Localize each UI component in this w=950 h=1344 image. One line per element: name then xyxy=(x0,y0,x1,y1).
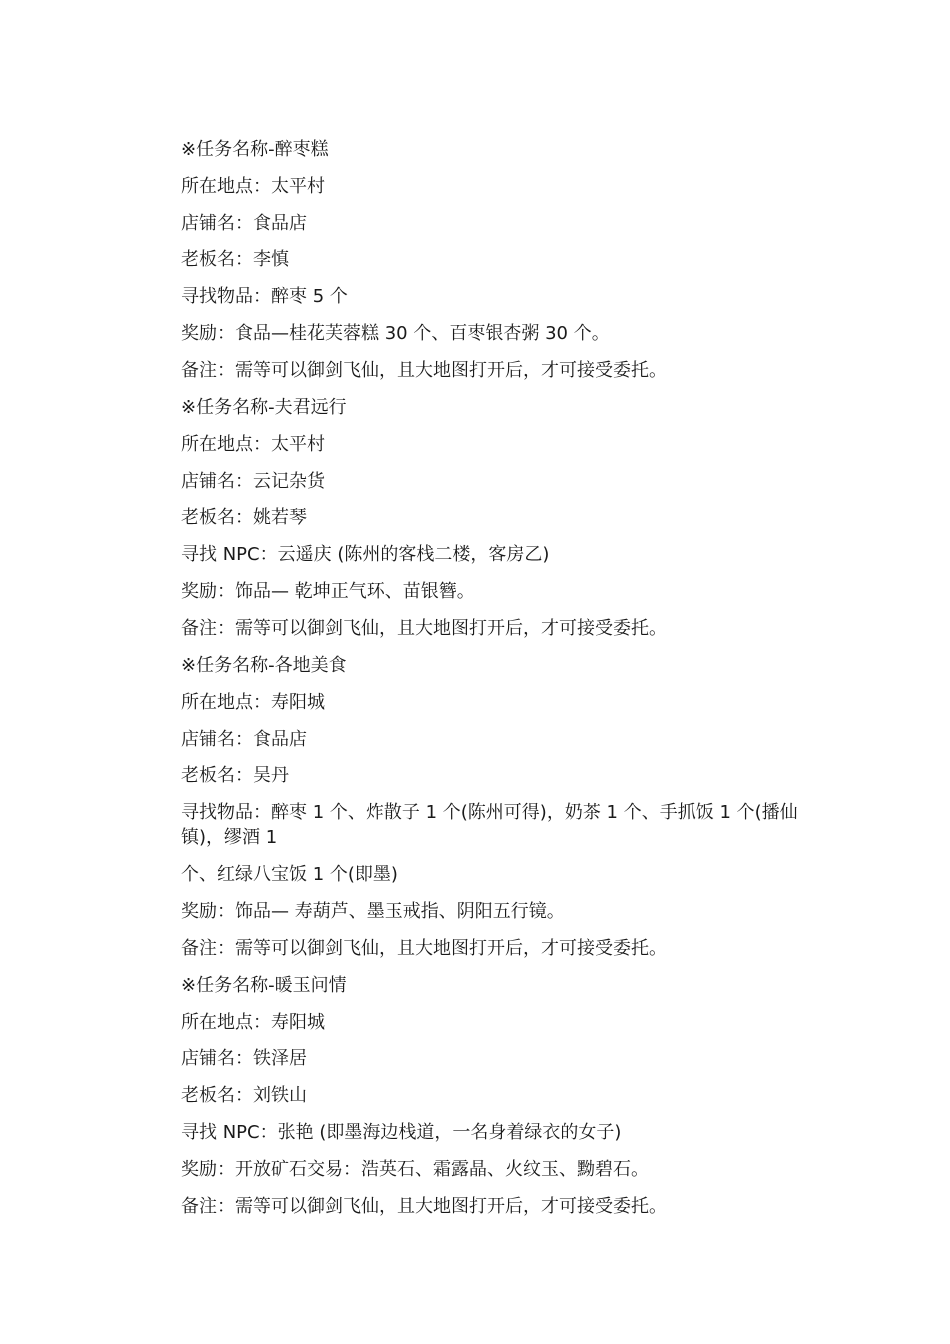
task-boss: 老板名：李慎 xyxy=(181,249,289,270)
task-note: 备注：需等可以御剑飞仙，且大地图打开后，才可接受委托。 xyxy=(181,360,667,381)
task-shop: 店铺名：铁泽居 xyxy=(181,1048,307,1069)
task-location: 所在地点：寿阳城 xyxy=(181,1012,325,1033)
task-find: 寻找物品：醉枣 1 个、炸散子 1 个(陈州可得)，奶茶 1 个、手抓饭 1 个(播仙镇)，缪酒 1 xyxy=(181,802,798,848)
task-title: ※任务名称-暖玉问情 xyxy=(181,975,347,996)
task-reward: 奖励：饰品— 乾坤正气环、苗银簪。 xyxy=(181,581,475,602)
task-reward: 奖励：开放矿石交易：浩英石、霜露晶、火纹玉、黝碧石。 xyxy=(181,1159,649,1180)
task-find-continued: 个、红绿八宝饭 1 个(即墨) xyxy=(181,864,398,885)
task-find: 寻找物品：醉枣 5 个 xyxy=(181,286,348,307)
task-location: 所在地点：太平村 xyxy=(181,434,325,455)
task-title: ※任务名称-各地美食 xyxy=(181,655,347,676)
task-boss: 老板名：吴丹 xyxy=(181,765,289,786)
task-location: 所在地点：寿阳城 xyxy=(181,692,325,713)
task-reward: 奖励：饰品— 寿葫芦、墨玉戒指、阴阳五行镜。 xyxy=(181,901,565,922)
task-location: 所在地点：太平村 xyxy=(181,176,325,197)
task-boss: 老板名：刘铁山 xyxy=(181,1085,307,1106)
task-reward: 奖励：食品—桂花芙蓉糕 30 个、百枣银杏粥 30 个。 xyxy=(181,323,610,344)
task-title: ※任务名称-夫君远行 xyxy=(181,397,347,418)
task-shop: 店铺名：食品店 xyxy=(181,729,307,750)
task-find: 寻找 NPC：云遥庆 (陈州的客栈二楼，客房乙) xyxy=(181,544,550,565)
task-note: 备注：需等可以御剑飞仙，且大地图打开后，才可接受委托。 xyxy=(181,1196,667,1217)
task-shop: 店铺名：食品店 xyxy=(181,213,307,234)
task-boss: 老板名：姚若琴 xyxy=(181,507,307,528)
task-find: 寻找 NPC：张艳 (即墨海边栈道，一名身着绿衣的女子) xyxy=(181,1122,622,1143)
task-note: 备注：需等可以御剑飞仙，且大地图打开后，才可接受委托。 xyxy=(181,618,667,639)
task-title: ※任务名称-醉枣糕 xyxy=(181,139,329,160)
task-note: 备注：需等可以御剑飞仙，且大地图打开后，才可接受委托。 xyxy=(181,938,667,959)
task-shop: 店铺名：云记杂货 xyxy=(181,471,325,492)
